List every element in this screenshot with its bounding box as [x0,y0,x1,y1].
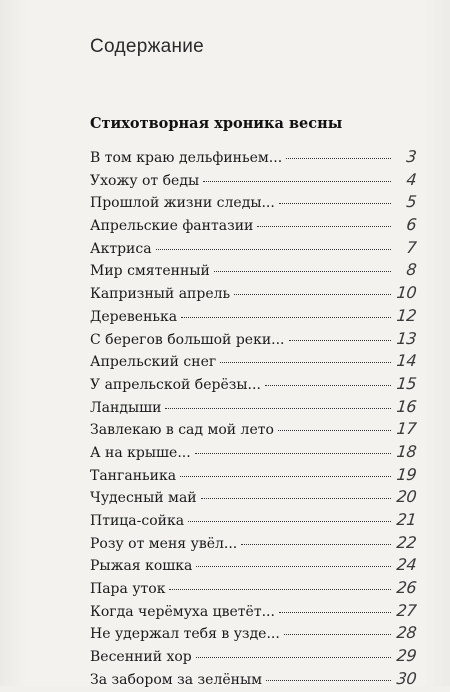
dot-leader [196,566,391,567]
dot-leader [180,476,391,477]
dot-leader [234,294,391,295]
dot-leader [169,589,391,590]
toc-entry [90,577,416,600]
dot-leader [181,317,391,318]
section-title: Стихотворная хроника весны [90,115,343,132]
toc-entry-title: Весенний хор [90,649,192,666]
dot-leader [201,498,391,499]
toc-entry [90,509,416,532]
toc-entry-page-number: 21 [395,510,418,529]
table-of-contents [90,146,416,691]
toc-entry [90,282,416,305]
toc-entry-page-number: 14 [395,351,418,371]
toc-entry-page-number: 19 [395,464,418,484]
dot-leader [203,181,391,182]
toc-entry-title: Когда черёмуха цветёт... [90,603,275,620]
toc-entry-page-number: 22 [395,532,418,552]
toc-entry-title: Розу от меня увёл... [90,535,238,552]
dot-leader [165,408,391,409]
toc-entry [90,396,416,419]
toc-entry-title: Чудесный май [90,490,197,507]
toc-entry-title: Прошлой жизни следы... [90,195,275,212]
toc-entry-title: Мир смятенный [90,263,210,280]
toc-entry-page-number: 8 [405,260,418,280]
dot-leader [188,521,391,522]
toc-entry-title: Капризный апрель [90,286,231,303]
dot-leader [257,226,391,227]
toc-entry-page-number: 15 [395,373,418,393]
toc-entry-page-number: 12 [395,305,418,325]
toc-entry [90,622,416,645]
toc-entry [90,259,416,282]
toc-entry-title: Пара уток [90,581,166,598]
toc-entry-title: В том краю дельфиньем... [90,150,283,166]
dot-leader [241,544,391,545]
toc-entry-page-number: 10 [395,283,418,303]
toc-entry [90,645,416,668]
dot-leader [220,362,391,363]
toc-entry-page-number: 16 [395,396,418,416]
dot-leader [214,271,391,272]
toc-entry-page-number: 7 [405,237,418,257]
dot-leader [286,158,391,159]
toc-entry-title: Апрельский снег [90,354,217,371]
toc-entry-page-number: 28 [395,623,418,643]
toc-entry-title: За забором за зелёным [90,671,262,688]
dot-leader [289,340,392,341]
dot-leader [279,612,391,613]
toc-entry [90,146,416,169]
dot-leader [196,657,391,658]
toc-entry-title: Танганьика [90,467,177,484]
toc-entry-title: Птица-сойка [90,513,185,529]
toc-entry [90,191,416,214]
toc-entry-title: Рыжая кошка [90,558,193,575]
dot-leader [156,249,391,250]
toc-entry-title: Деревенька [90,308,178,325]
toc-entry-page-number: 13 [395,328,418,348]
toc-entry-page-number: 17 [395,419,418,439]
toc-entry [90,418,416,441]
toc-entry [90,486,416,509]
toc-entry-page-number: 30 [395,668,418,688]
dot-leader [279,203,391,204]
dot-leader [266,680,391,681]
dot-leader [284,634,391,635]
toc-entry-page-number: 4 [405,169,418,189]
toc-entry [90,373,416,396]
toc-entry [90,441,416,464]
dot-leader [195,453,391,454]
toc-entry [90,350,416,373]
toc-entry-page-number: 29 [395,646,418,666]
toc-entry-page-number: 26 [395,578,418,598]
dot-leader [278,430,391,431]
toc-entry [90,214,416,237]
toc-entry-title: Не удержал тебя в узде... [90,626,280,643]
toc-entry [90,532,416,555]
toc-entry-title: Завлекаю в сад мой лето [90,422,274,439]
toc-entry [90,237,416,260]
toc-entry [90,328,416,351]
toc-entry [90,668,416,691]
toc-entry-title: Актриса [90,240,152,257]
toc-entry [90,600,416,623]
toc-entry-page-number: 18 [395,441,418,461]
toc-entry [90,169,416,192]
toc-entry-title: У апрельской берёзы... [90,376,261,393]
toc-entry-title: Апрельские фантазии [90,218,254,235]
toc-entry-title: Ландыши [90,399,162,416]
toc-entry-title: А на крыше... [90,444,191,461]
toc-entry [90,305,416,328]
toc-entry-title: Ухожу от беды [90,172,200,189]
page-title: Содержание [90,36,205,57]
toc-entry-page-number: 27 [395,600,418,620]
toc-entry-page-number: 20 [395,487,418,507]
toc-entry-page-number: 3 [405,147,418,166]
dot-leader [265,385,391,386]
toc-entry-page-number: 5 [405,192,418,212]
toc-entry-page-number: 24 [395,555,418,575]
toc-entry [90,554,416,577]
toc-entry [90,464,416,487]
toc-entry-page-number: 6 [405,215,418,235]
toc-entry-title: С берегов большой реки... [90,331,285,348]
